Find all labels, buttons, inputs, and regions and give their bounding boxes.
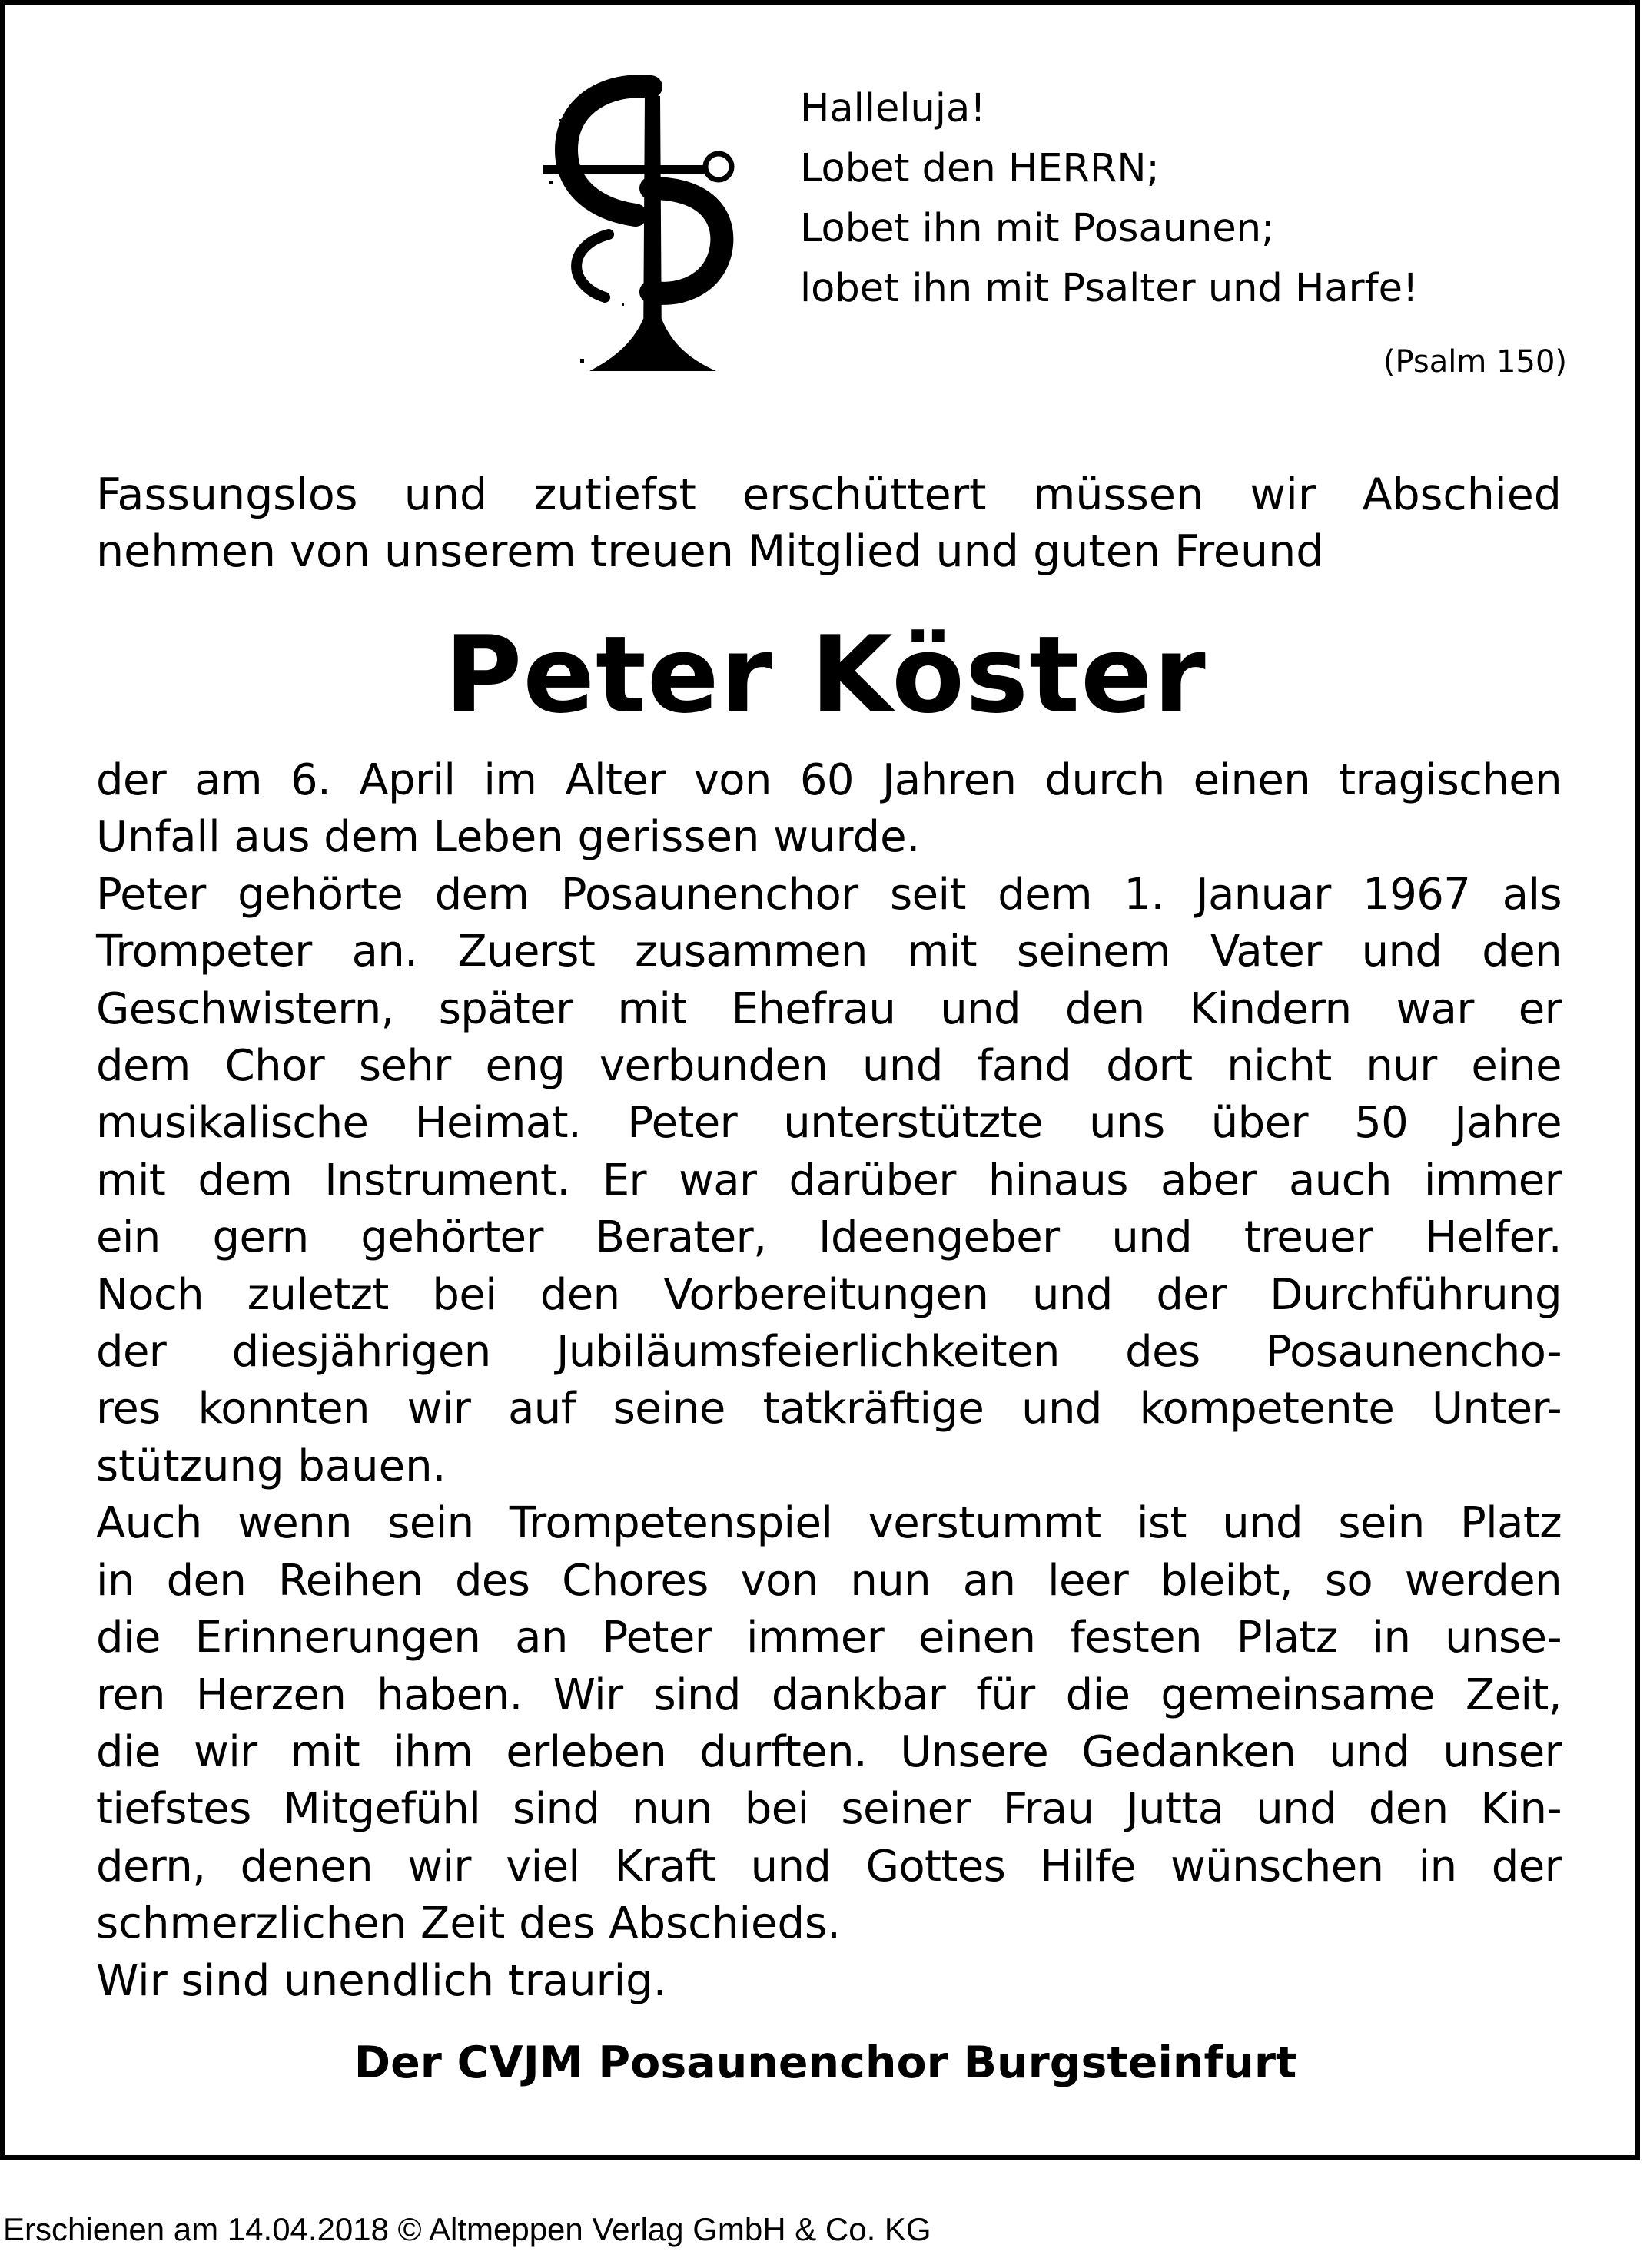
intro-paragraph (96, 466, 1562, 580)
signature: Der CVJM Posaunenchor Burgsteinfurt (354, 2038, 1297, 2088)
body-line: stützung bauen. (96, 1441, 447, 1491)
psalm-reference: (Psalm 150) (1383, 344, 1567, 380)
deceased-name: Peter Köster (444, 613, 1207, 737)
psalm-line: lobet ihn mit Psalter und Harfe! (800, 266, 1419, 311)
body-line: mit dem Instrument. Er war darüber hinaus aber auch immer (96, 1155, 1562, 1205)
body-line: Noch zuletzt bei den Vorbereitungen und der Durchführung (96, 1269, 1562, 1320)
body-line: Trompeter an. Zuerst zusammen mit seinem Vater und den (96, 927, 1562, 977)
body-line: ren Herzen haben. Wir sind dankbar für die gemeinsame Zeit, (96, 1670, 1562, 1720)
body-line: Unfall aus dem Leben gerissen wurde. (96, 812, 921, 863)
body-line: der diesjährigen Jubiläumsfeierlichkeiten des Posaunencho- (96, 1327, 1562, 1378)
body-line: die Erinnerungen an Peter immer einen festen Platz in unse- (96, 1613, 1562, 1663)
body-line: ein gern gehörter Berater, Ideengeber und treuer Helfer. (96, 1212, 1562, 1263)
obituary-body (96, 752, 1562, 2010)
psalm-verse (800, 79, 1569, 319)
body-line: tiefstes Mitgefühl sind nun bei seiner Frau Jutta und den Kin- (96, 1784, 1562, 1835)
body-line: res konnten wir auf seine tatkräftige und kompetente Unter- (96, 1384, 1562, 1434)
body-line: dem Chor sehr eng verbunden und fand dort nicht nur eine (96, 1041, 1562, 1092)
body-line: der am 6. April im Alter von 60 Jahren durch einen tragischen (96, 755, 1562, 805)
body-line: die wir mit ihm erleben durften. Unsere Gedanken und unser (96, 1726, 1562, 1777)
psalm-line: Lobet ihn mit Posaunen; (800, 206, 1275, 251)
body-line: Peter gehörte dem Posaunenchor seit dem 1. Januar 1967 als (96, 869, 1562, 920)
body-line: dern, denen wir viel Kraft und Gottes Hilfe wünschen in der (96, 1841, 1562, 1892)
intro-line: Fassungslos und zutiefst erschüttert müssen wir Abschied (96, 469, 1562, 520)
body-line: Wir sind unendlich traurig. (96, 1955, 667, 2006)
chi-rho-cross-icon (536, 73, 743, 380)
psalm-line: Halleluja! (800, 86, 986, 131)
body-line: in den Reihen des Chores von nun an leer bleibt, so werden (96, 1555, 1562, 1606)
publication-footer: Erschienen am 14.04.2018 © Altmeppen Verlag GmbH & Co. KG (3, 2211, 931, 2247)
psalm-line: Lobet den HERRN; (800, 146, 1160, 191)
body-line: Geschwistern, später mit Ehefrau und den Kindern war er (96, 983, 1562, 1034)
body-line: Auch wenn sein Trompetenspiel verstummt ist und sein Platz (96, 1498, 1562, 1549)
body-line: musikalische Heimat. Peter unterstützte uns über 50 Jahre (96, 1098, 1562, 1149)
body-line: schmerzlichen Zeit des Abschieds. (96, 1898, 841, 1949)
intro-line: nehmen von unserem treuen Mitglied und guten Freund (96, 526, 1324, 577)
